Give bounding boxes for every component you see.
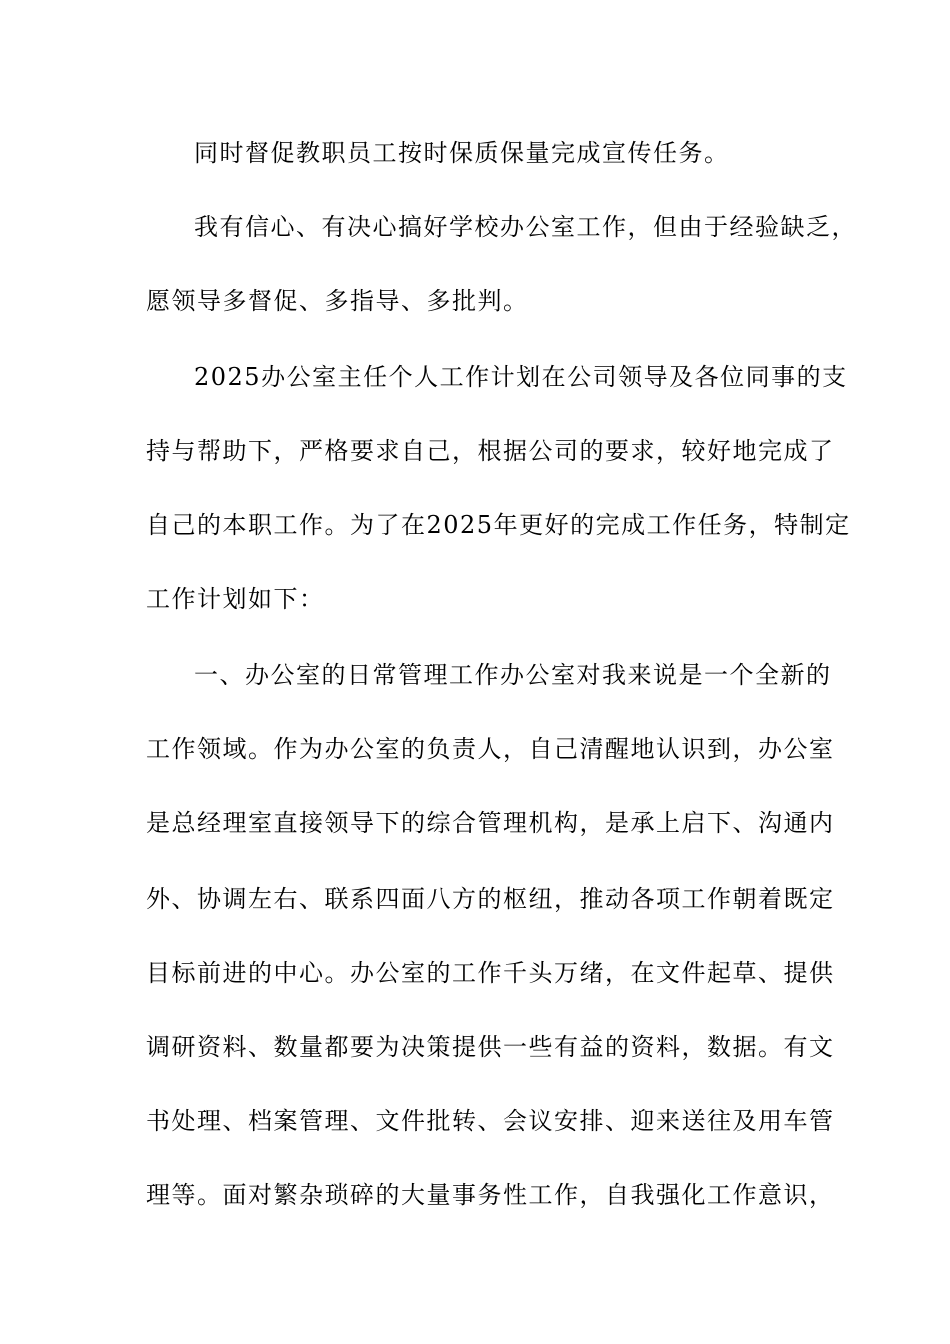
text-line: 持与帮助下，严格要求自己，根据公司的要求，较好地完成了	[146, 437, 835, 465]
text-line: 调研资料、数量都要为决策提供一些有益的资料，数据。有文	[146, 1033, 835, 1061]
text-line: 一、办公室的日常管理工作办公室对我来说是一个全新的	[194, 661, 832, 689]
text-line: 书处理、档案管理、文件批转、会议安排、迎来送往及用车管	[146, 1107, 835, 1135]
text-line: 理等。面对繁杂琐碎的大量事务性工作，自我强化工作意识，	[146, 1181, 835, 1209]
text-line: 愿领导多督促、多指导、多批判。	[146, 287, 529, 315]
text-line: 工作计划如下：	[146, 585, 325, 613]
text-line: 工作领域。作为办公室的负责人，自己清醒地认识到，办公室	[146, 735, 835, 763]
text-line: 我有信心、有决心搞好学校办公室工作，但由于经验缺乏，	[194, 213, 857, 241]
text-line: 2025办公室主任个人工作计划在公司领导及各位同事的支	[194, 363, 848, 391]
text-line: 外、协调左右、联系四面八方的枢纽，推动各项工作朝着既定	[146, 885, 835, 913]
text-line: 自己的本职工作。为了在2025年更好的完成工作任务，特制定	[146, 511, 851, 539]
text-line: 同时督促教职员工按时保质保量完成宣传任务。	[194, 139, 730, 167]
text-line: 是总经理室直接领导下的综合管理机构，是承上启下、沟通内	[146, 809, 835, 837]
text-line: 目标前进的中心。办公室的工作千头万绪，在文件起草、提供	[146, 959, 835, 987]
